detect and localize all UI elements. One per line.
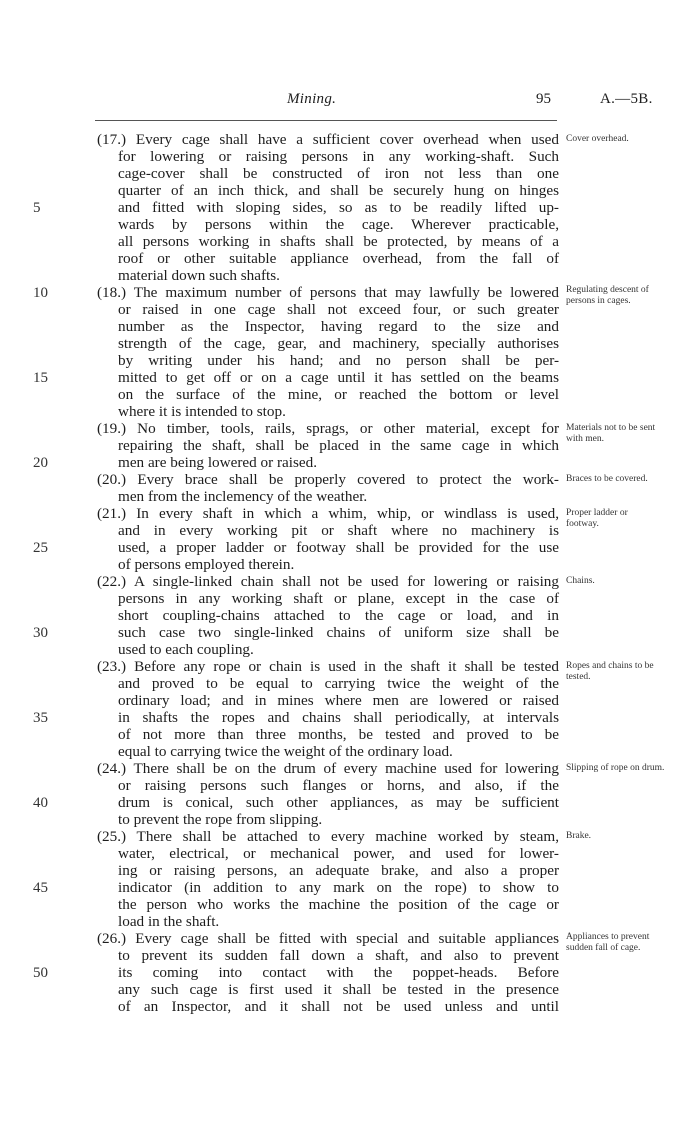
text-line: mitted to get off or on a cage until it has settled on the beams [118,369,559,386]
text-line: strength of the cage, gear, and machinery, specially authorises [118,335,559,352]
text-line: ordinary load; and in mines where men are lowered or raised [118,692,559,709]
text-line: (20.) Every brace shall be properly covered to protect the work- [97,471,559,488]
text-line: short coupling-chains attached to the cage or load, and in [118,607,559,624]
text-line: (23.) Before any rope or chain is used in the shaft it shall be tested [97,658,559,675]
text-line: or raised in one cage shall not exceed four, or such greater [118,301,559,318]
margin-note: Braces to be covered. [566,474,648,484]
text-line: (21.) In every shaft in which a whim, whip, or windlass is used, [97,505,559,522]
text-line: (19.) No timber, tools, rails, sprags, or other material, except for [97,420,559,437]
text-line: (17.) Every cage shall have a sufficient cover overhead when used [97,131,559,148]
margin-note: Ropes and chains to be tested. [566,661,654,682]
text-line: to prevent its sudden fall down a shaft, and also to prevent [118,947,559,964]
running-head-title: Mining. [287,91,337,107]
line-number: 50 [33,965,48,981]
text-line: where it is intended to stop. [118,403,286,420]
line-number: 10 [33,285,48,301]
text-line: of not more than three months, be tested and proved to be [118,726,559,743]
line-number: 35 [33,710,48,726]
margin-note: Slipping of rope on drum. [566,763,665,773]
text-line: its coming into contact with the poppet-heads. Before [118,964,559,981]
text-line: cage-cover shall be constructed of iron not less than one [118,165,559,182]
text-line: (22.) A single-linked chain shall not be used for lowering or raising [97,573,559,590]
text-line: indicator (in addition to any mark on the rope) to show to [118,879,559,896]
text-line: number as the Inspector, having regard to the size and [118,318,559,335]
line-number: 5 [33,200,41,216]
text-line: (26.) Every cage shall be fitted with special and suitable appliances [97,930,559,947]
text-line: (18.) The maximum number of persons that may lawfully be lowered [97,284,559,301]
text-line: (25.) There shall be attached to every machine worked by steam, [97,828,559,845]
text-line: and fitted with sloping sides, so as to be readily lifted up- [118,199,559,216]
text-line: in shafts the ropes and chains shall periodically, at intervals [118,709,559,726]
text-line: the person who works the machine the position of the cage or [118,896,559,913]
margin-note: Proper ladder or footway. [566,508,628,529]
text-line: water, electrical, or mechanical power, and used for lower- [118,845,559,862]
text-line: equal to carrying twice the weight of the ordinary load. [118,743,453,760]
text-line: by writing under his hand; and no person shall be per- [118,352,559,369]
text-line: used to each coupling. [118,641,254,658]
text-line: men are being lowered or raised. [118,454,318,471]
text-line: or raising persons such flanges or horns, and also, if the [118,777,559,794]
text-line: all persons working in shafts shall be protected, by means of a [118,233,559,250]
margin-note: Cover overhead. [566,134,629,144]
text-line: material down such shafts. [118,267,280,284]
margin-note: Brake. [566,831,592,841]
text-line: ing or raising persons, an adequate brake, and also a proper [118,862,559,879]
text-line: to prevent the rope from slipping. [118,811,323,828]
text-line: of an Inspector, and it shall not be used unless and until [118,998,559,1015]
document-reference: A.—5B. [600,91,653,107]
margin-note: Materials not to be sent with men. [566,423,656,444]
text-line: (24.) There shall be on the drum of every machine used for lowering [97,760,559,777]
margin-note: Appliances to prevent sudden fall of cage. [566,932,650,953]
text-line: on the surface of the mine, or reached the bottom or level [118,386,559,403]
text-line: used, a proper ladder or footway shall be provided for the use [118,539,559,556]
line-number: 20 [33,455,48,471]
text-line: persons in any working shaft or plane, except in the case of [118,590,559,607]
text-line: for lowering or raising persons in any working-shaft. Such [118,148,559,165]
line-number: 15 [33,370,48,386]
line-number: 45 [33,880,48,896]
text-line: roof or other suitable appliance overhead, from the fall of [118,250,559,267]
line-number: 25 [33,540,48,556]
line-number: 40 [33,795,48,811]
text-line: any such cage is first used it shall be tested in the presence [118,981,559,998]
line-number: 30 [33,625,48,641]
text-line: such case two single-linked chains of uniform size shall be [118,624,559,641]
page-number: 95 [536,91,551,107]
text-line: and in every working pit or shaft where no machinery is [118,522,559,539]
text-line: of persons employed therein. [118,556,295,573]
header-rule [95,120,557,121]
margin-note: Chains. [566,576,595,586]
text-line: and proved to be equal to carrying twice the weight of the [118,675,559,692]
text-line: quarter of an inch thick, and shall be securely hung on hinges [118,182,559,199]
margin-note: Regulating descent of persons in cages. [566,285,649,306]
text-line: repairing the shaft, shall be placed in the same cage in which [118,437,559,454]
text-line: men from the inclemency of the weather. [118,488,368,505]
text-line: wards by persons within the cage. Wherever practicable, [118,216,559,233]
text-line: load in the shaft. [118,913,220,930]
text-line: drum is conical, such other appliances, as may be sufficient [118,794,559,811]
